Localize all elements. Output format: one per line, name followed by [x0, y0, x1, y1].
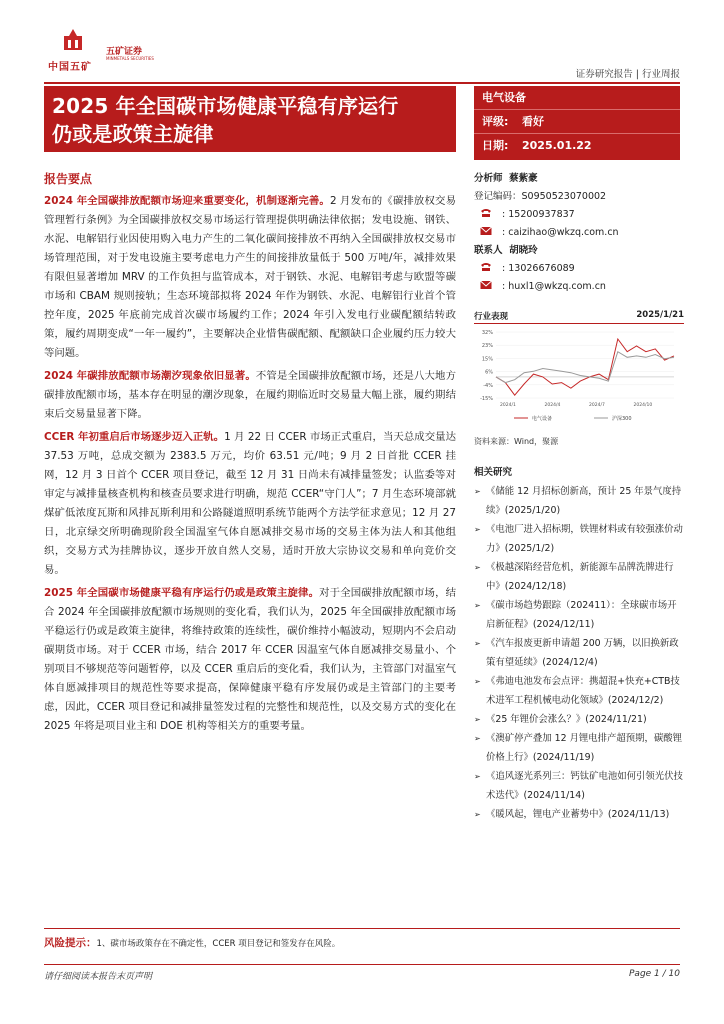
related-item[interactable]: ➢ 《暖风起，锂电产业蓄势中》(2024/11/13) — [474, 805, 684, 824]
analyst-1 — [474, 170, 684, 188]
related-item[interactable]: ➢ 《极越深陷经营危机，新能源车品牌洗牌进行中》(2024/12/18) — [474, 558, 684, 596]
analyst-1-phone-row: : 15200937837 — [474, 206, 684, 224]
performance-chart — [474, 328, 684, 428]
minmetals-logo-icon — [62, 28, 84, 54]
related-item[interactable]: ➢ 《25 年锂价会涨么？》(2024/11/21) — [474, 710, 684, 729]
x-tick-label: 2024/4 — [544, 403, 561, 408]
report-body — [44, 192, 456, 740]
title-line-1: 2025 年全国碳市场健康平稳有序运行 — [52, 94, 399, 118]
series-line — [496, 352, 674, 383]
sector: 电气设备 — [482, 91, 526, 104]
related-research — [474, 464, 684, 824]
related-item[interactable]: ➢ 《碳市场趋势跟踪（202411）：全球碳市场开启新征程》(2024/12/11) — [474, 596, 684, 634]
x-tick-label: 2024/7 — [589, 403, 605, 408]
legend-label: 沪深300 — [612, 416, 632, 422]
related-item[interactable]: ➢ 《弗迪电池发布会点评：携超混+快充+CTB技术进军工程机械电动化领域》(2024/12/2) — [474, 672, 684, 710]
header-divider — [44, 82, 680, 84]
analyst-1-phone: 15200937837 — [508, 209, 575, 220]
paragraph-lead: CCER 年初重启后市场逐步迈入正轨。 — [44, 431, 225, 443]
y-tick-label: -15% — [480, 396, 493, 402]
paragraph-text: 2 月发布的《碳排放权交易管理暂行条例》为全国碳排放权交易市场运行管理提供明确法律依据；发电设施、钢铁、水泥、电解铝行业因使用购入电力产生的二氧化碳间接排放不再纳入全国碳排放权交易市场管理范围，对于发电设施主要考虑电力产生的间接排放量低于 500 万吨/年，减排效果有限但显著增加 MRV 的工作负担与监管成本，对于钢铁、水泥、电解铝考虑与欧盟等碳市场和 CBAM 规则接轨；生态环境部拟将 2024 年作为钢铁、水泥、电解铝行业首个管控年度，2025 年底前完成首次碳市场履约工作；2024 年引入发电行业碳配额结转政策，履约周期变成“一年一履约”，主要解决企业惜售碳配额、配额缺口企业履约压力较大等问题。 — [44, 195, 456, 359]
section-title: 报告要点 — [44, 172, 93, 186]
paragraph-text: 1 月 22 日 CCER 市场正式重启，当天总成交量达 37.53 万吨，总成交额为 2383.5 万元，均价 63.51 元/吨；9 月 2 日首批 CCER 挂网，12 月 3 日首个 CCER 项目登记，截至 12 月 31 日尚未有减排量签发；认监委等对审定与减排量核查机构和核查员要求进行明确，规范 CCER“守门人”；7 月生态环境部就煤矿低浓度瓦斯和风排瓦斯利用和公路隧道照明系统节能两个方法学征求意见；12 月 27 日，北京绿交所明确现阶段全国温室气体自愿减排交易市场的交易主体为法人和其他组织，交易方式为挂牌协议，逐步开放自然人交易，适时开放大宗协议交易和单向竞价交易。 — [44, 431, 457, 576]
legend-label: 电气设备 — [532, 416, 553, 422]
date-row — [474, 134, 680, 158]
paragraph-lead: 2024 年碳排放配额市场潮汐现象依旧显著。 — [44, 370, 256, 382]
analyst-name: 胡晓玲 — [509, 245, 538, 256]
analyst-2-phone: 13026676089 — [508, 263, 575, 274]
chart-source: 资料来源：Wind，聚源 — [474, 437, 559, 446]
performance-title: 行业表现 — [474, 312, 509, 322]
related-item[interactable]: ➢ 《澳矿停产叠加 12 月锂电排产超预期，碳酸锂价格上行》(2024/11/19) — [474, 729, 684, 767]
related-item[interactable]: ➢ 《储能 12 月招标创新高，预计 25 年景气度持续》(2025/1/20) — [474, 482, 684, 520]
risk-warning — [44, 928, 680, 950]
email-icon — [480, 280, 492, 290]
analyst-2-email[interactable]: huxl1@wkzq.com.cn — [508, 281, 606, 292]
paragraph-3 — [44, 428, 456, 580]
analyst-name: 蔡紫豪 — [509, 173, 538, 184]
related-item[interactable]: ➢ 《追风逐光系列三：钙钛矿电池如何引领光伏技术迭代》(2024/11/14) — [474, 767, 684, 805]
date-label: 日期: — [482, 139, 509, 152]
related-list — [474, 482, 684, 824]
company-name: 中国五矿 — [48, 62, 92, 73]
analyst-1-email-row: : caizihao@wkzq.com.cn — [474, 224, 684, 242]
related-item[interactable]: ➢ 《电池厂进入招标期，铁锂材料或有较强涨价动力》(2025/1/2) — [474, 520, 684, 558]
sector-row — [474, 86, 680, 110]
related-item[interactable]: ➢ 《汽车报废更新申请超 200 万辆，以旧换新政策有望延续》(2024/12/4) — [474, 634, 684, 672]
email-icon — [480, 226, 492, 236]
page-number: Page 1 / 10 — [629, 969, 680, 979]
phone-icon — [480, 262, 492, 272]
title-line-2: 仍或是政策主旋律 — [52, 122, 214, 146]
phone-icon — [480, 208, 492, 218]
securities-name: 五矿证券 — [106, 47, 143, 57]
y-tick-label: 32% — [481, 330, 493, 336]
analyst-1-registration: 登记编码：S0950523070002 — [474, 191, 607, 202]
risk-text: 1、碳市场政策存在不确定性，CCER 项目登记和签发存在风险。 — [96, 939, 341, 949]
report-type: 证券研究报告 | 行业周报 — [575, 69, 680, 80]
analyst-2-email-row: : huxl1@wkzq.com.cn — [474, 278, 684, 296]
x-tick-label: 2024/10 — [633, 403, 653, 408]
paragraph-1 — [44, 192, 456, 363]
performance-header — [474, 310, 684, 324]
analyst-2-phone-row: : 13026676089 — [474, 260, 684, 278]
paragraph-text: 不管是全国碳排放配额市场，还是八大地方碳排放配额市场，基本存在明显的潮汐现象，在履约期临近时交易量大幅上涨，履约期结束后交易量显著下降。 — [44, 370, 456, 420]
paragraph-lead: 2024 年全国碳排放配额市场迎来重要变化，机制逐渐完善。 — [44, 195, 330, 207]
rating-value: 看好 — [522, 115, 544, 128]
disclaimer-note: 请仔细阅读本报告末页声明 — [44, 972, 153, 982]
related-title: 相关研究 — [474, 467, 513, 478]
report-title — [44, 86, 456, 152]
page-footer — [44, 964, 680, 982]
analyst-info — [474, 170, 684, 296]
date-value: 2025.01.22 — [522, 139, 592, 152]
industry-performance — [474, 310, 684, 447]
rating-label: 评级: — [482, 115, 509, 128]
paragraph-2 — [44, 367, 456, 424]
y-tick-label: 23% — [481, 343, 493, 350]
paragraph-lead: 2025 年全国碳市场健康平稳有序运行仍或是政策主旋律。 — [44, 587, 320, 599]
series-line — [496, 339, 674, 395]
analyst-1-email[interactable]: caizihao@wkzq.com.cn — [508, 227, 619, 238]
paragraph-text: 对于全国碳排放配额市场，结合 2024 年全国碳排放配额市场规则的变化看，我们认为，2025 年全国碳排放配额市场平稳运行仍或是政策主旋律，将维持政策的连续性，碳价维持小幅波动，短期内不会启动碳期货市场。对于 CCER 市场，结合 2017 年 CCER 因温室气体自愿减排交易量小、个别项目不够规范等问题暂停，以及 CCER 重启后的变化看，我们认为，主管部门对温室气体自愿减排项目的规范性等要求提高，保障健康平稳有序发展仍或是主管部门的主要考虑，因此，CCER 项目登记和减排量签发过程的完整性和规范性，以及交易方式的变化在 2025 年将是项目业主和 DOE 机构等相关方的重要考量。 — [44, 587, 456, 732]
paragraph-4 — [44, 584, 456, 736]
analyst-role: 分析师 — [474, 173, 503, 184]
risk-label: 风险提示： — [44, 937, 97, 949]
y-tick-label: -4% — [483, 382, 493, 389]
rating-row — [474, 110, 680, 134]
performance-date: 2025/1/21 — [636, 310, 684, 320]
y-tick-label: 6% — [485, 369, 493, 376]
y-tick-label: 15% — [481, 356, 493, 363]
securities-name-en: MINMETALS SECURITIES — [106, 56, 154, 61]
company-logo — [44, 28, 164, 72]
analyst-2 — [474, 242, 684, 260]
x-tick-label: 2024/1 — [500, 403, 516, 408]
analyst-role: 联系人 — [474, 245, 503, 256]
report-meta — [474, 86, 680, 160]
